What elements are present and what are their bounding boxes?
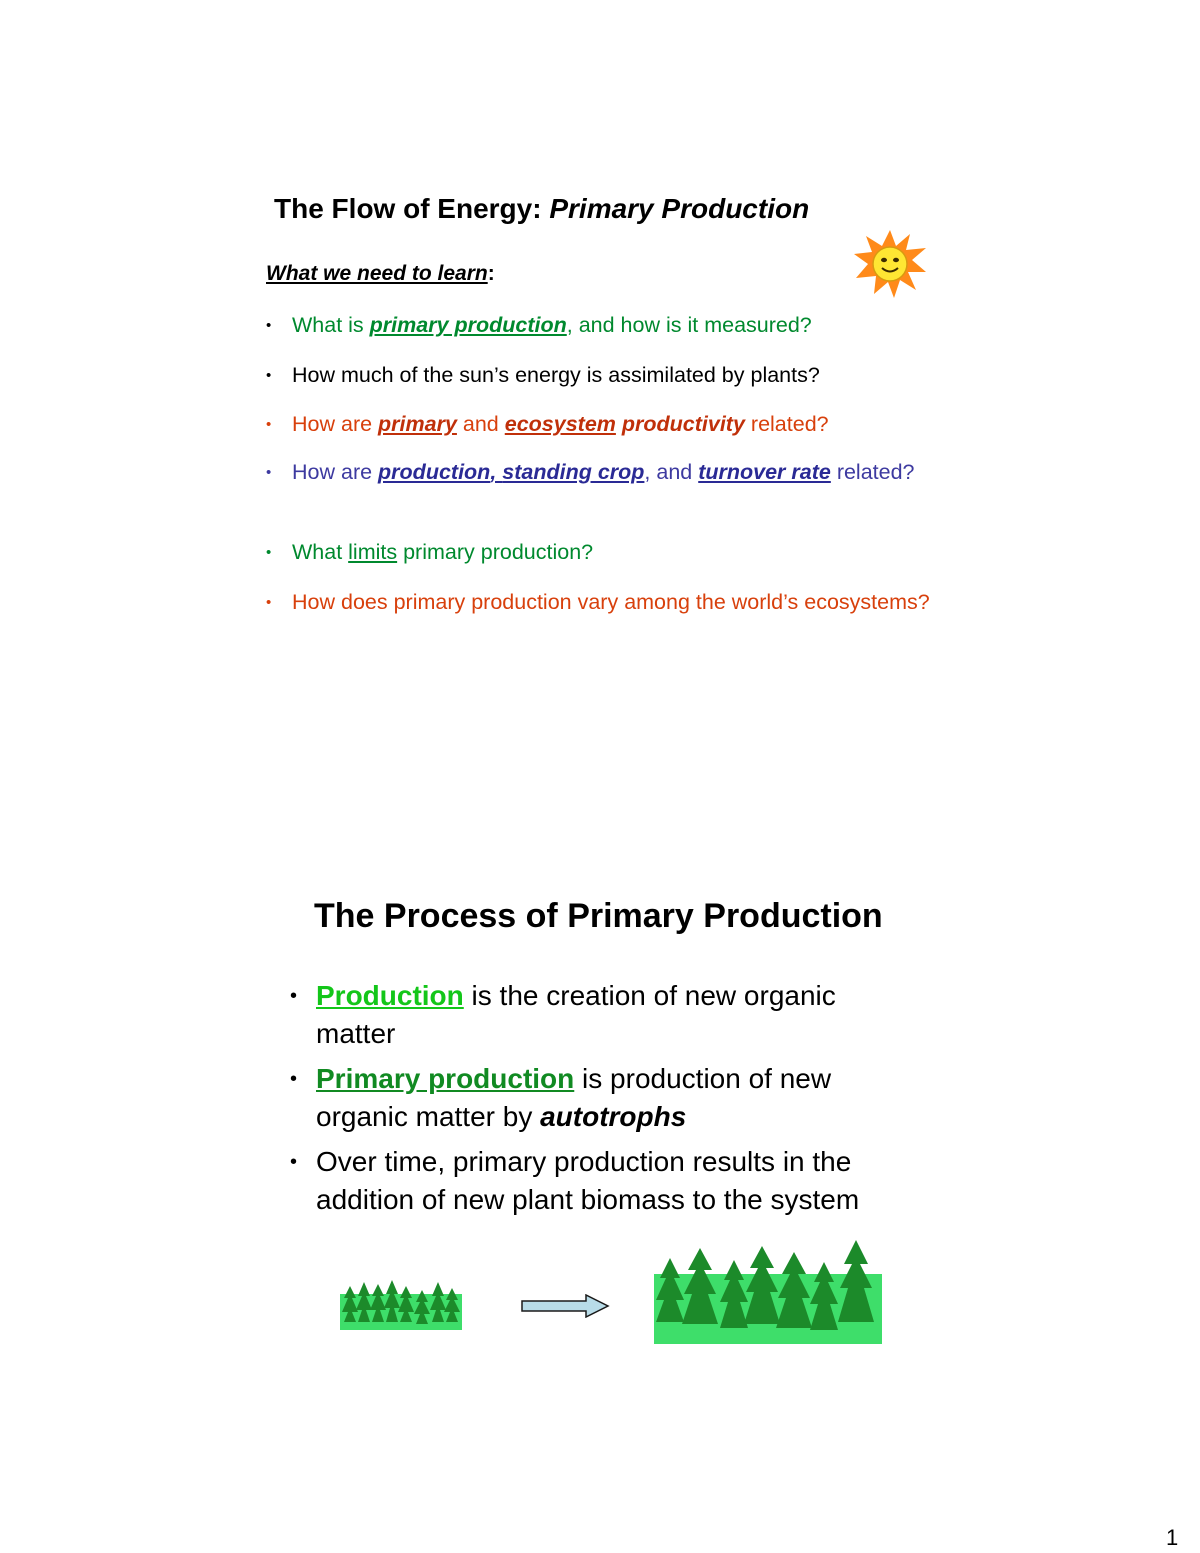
text: How much of the sun’s energy is assimilated by plants? — [292, 363, 820, 387]
slide1-bullet-1 — [266, 310, 992, 341]
slide2-bullet-2 — [290, 1060, 876, 1136]
keyword-production: Production — [316, 980, 464, 1011]
bullet-dot: • — [290, 985, 298, 1007]
keyword-ecosystem: ecosystem — [504, 412, 616, 436]
keyword-production: production — [378, 460, 491, 484]
slide1-bullet-6 — [266, 587, 932, 618]
bullet-dot: • — [266, 367, 272, 384]
text: , — [490, 460, 503, 484]
keyword-standing-crop: standing crop — [502, 460, 645, 484]
text: , and — [644, 460, 699, 484]
text: is the creation of new organic matter — [316, 980, 836, 1049]
sun-disc — [873, 247, 907, 281]
bullet-dot: • — [266, 416, 272, 433]
bullet-dot: • — [266, 317, 272, 334]
bullet-dot: • — [290, 1151, 298, 1173]
slide1-title-main: The Flow of Energy: — [274, 193, 550, 224]
slide1-title — [274, 193, 809, 225]
tree — [720, 1260, 748, 1328]
bullet-dot: • — [266, 464, 272, 481]
slide1-bullet-4 — [266, 457, 992, 488]
text: Over time, primary production results in the addition of new plant biomass to the system — [316, 1146, 860, 1215]
subtitle-colon: : — [487, 262, 495, 285]
small-forest-icon — [340, 1278, 462, 1330]
text: related? — [744, 412, 829, 436]
text: How are — [292, 412, 379, 436]
sun-face-icon — [852, 228, 928, 300]
slide1-bullet-5 — [266, 537, 992, 568]
sun-eye-left — [881, 258, 887, 262]
arrow-shape — [522, 1295, 608, 1317]
right-arrow-icon — [520, 1294, 610, 1318]
keyword-primary-production: Primary production — [316, 1063, 575, 1094]
text: What — [292, 540, 349, 564]
slide1-subtitle — [266, 262, 495, 286]
slide1-title-italic: Primary Production — [549, 193, 810, 224]
text: primary production? — [397, 540, 594, 564]
keyword-autotrophs: autotrophs — [540, 1101, 687, 1132]
text: , and how is it measured? — [566, 313, 812, 337]
text: What is — [292, 313, 370, 337]
text: related? — [830, 460, 915, 484]
slide2-bullet-3 — [290, 1143, 916, 1219]
keyword-turnover-rate: turnover rate — [698, 460, 831, 484]
sun-eye-right — [893, 258, 899, 262]
keyword-primary-production: primary production — [369, 313, 567, 337]
keyword-primary: primary — [378, 412, 457, 436]
keyword-limits: limits — [348, 540, 398, 564]
subtitle-text: What we need to learn — [266, 262, 488, 285]
bullet-dot: • — [290, 1068, 298, 1090]
slide2-title: The Process of Primary Production — [314, 897, 883, 935]
bullet-dot: • — [266, 544, 272, 561]
large-forest-icon — [652, 1238, 884, 1346]
text: and — [456, 412, 505, 436]
keyword-productivity: productivity — [621, 412, 745, 436]
text: How are — [292, 460, 379, 484]
slide2-bullet-1 — [290, 977, 836, 1053]
page-number: 1 — [1166, 1525, 1179, 1550]
bullet-dot: • — [266, 594, 272, 611]
text: is production of new organic matter by — [316, 1063, 832, 1132]
slide1-bullet-3 — [266, 409, 992, 440]
tree — [810, 1262, 838, 1330]
text: How does primary production vary among the world’s ecosystems? — [292, 590, 930, 614]
slide1-bullet-2 — [266, 360, 992, 391]
